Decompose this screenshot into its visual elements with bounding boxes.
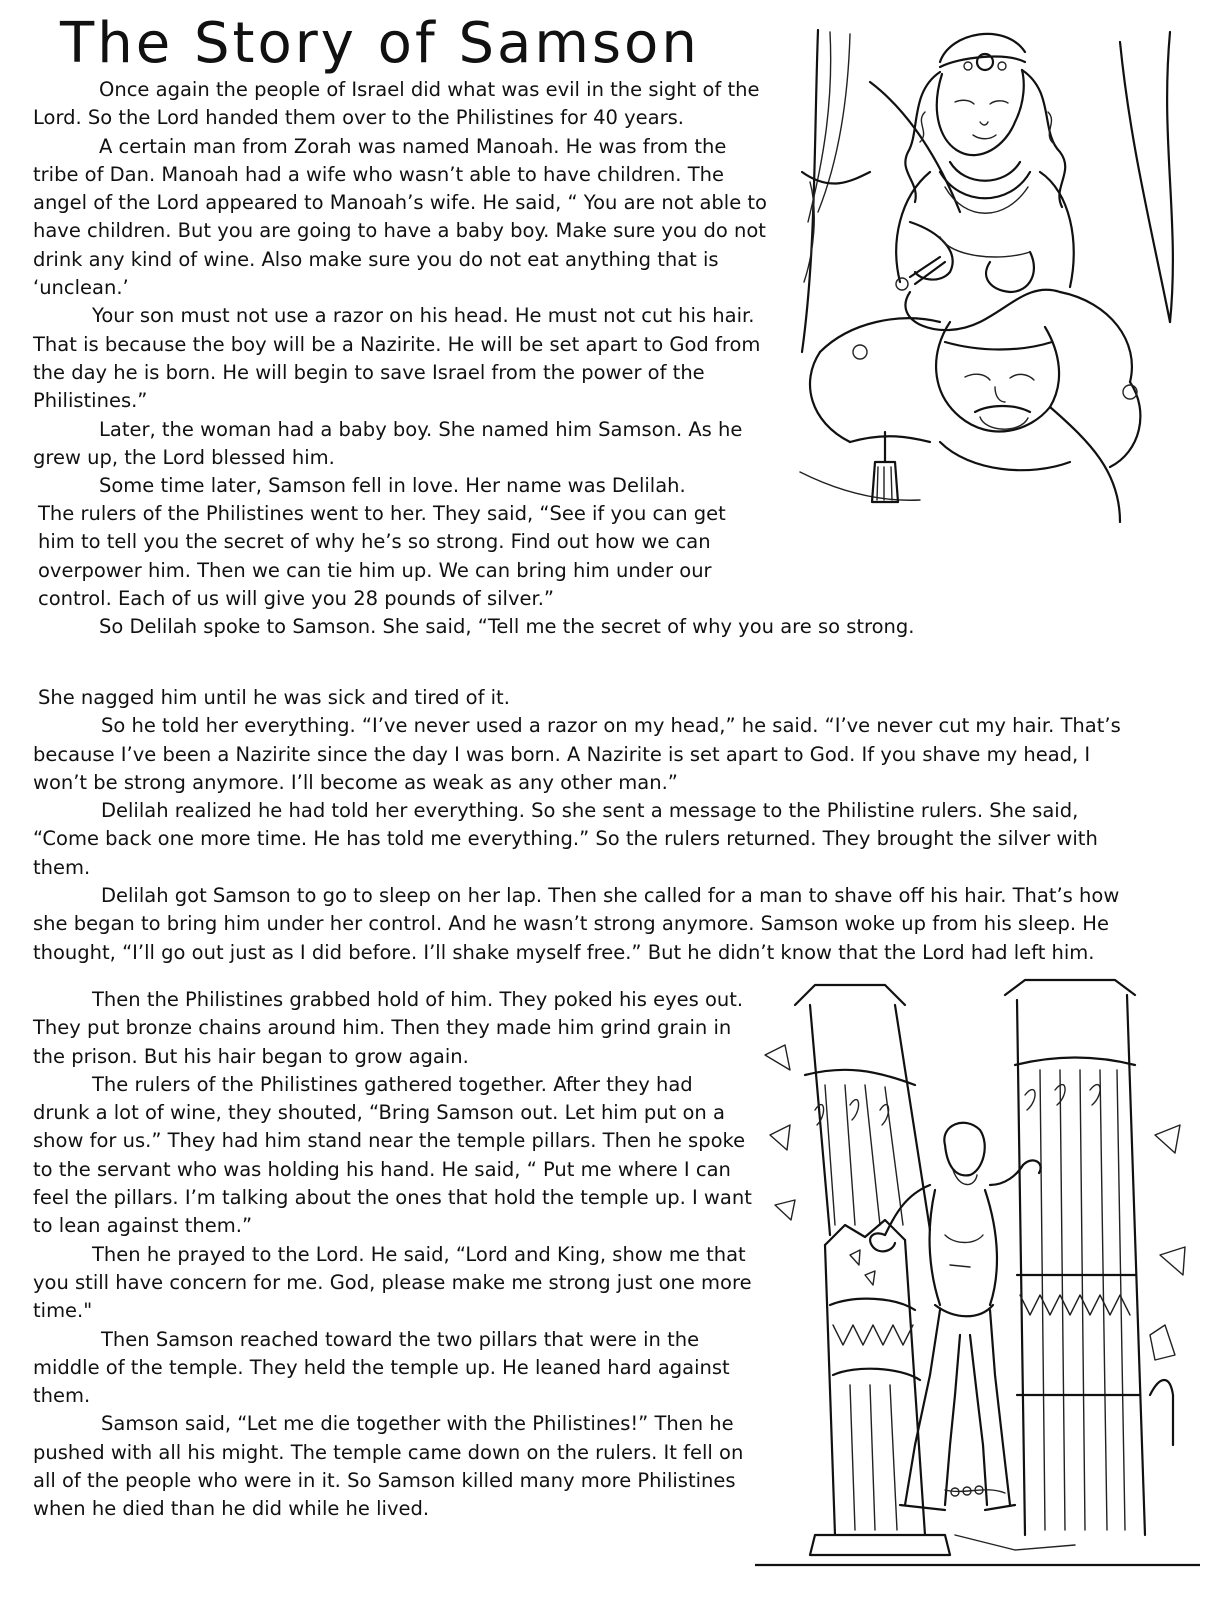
paragraph-7: So Delilah spoke to Samson. She said, “Tell me the secret of why you are so strong. — [99, 615, 915, 639]
paragraph-9: So he told her everything. “I’ve never used a razor on my head,” he said. “I’ve never cut my hair. That’s because I’ve been a Nazirite since the day I was born. A Nazirite is set apart to God. If you shave my head, I won’t be strong anymore. I’ll become as weak as any other man.” — [33, 714, 1121, 794]
paragraph-16: Samson said, “Let me die together with the Philistines!” Then he pushed with all his might. The temple came down on the rulers. It fell on all of the people who were in it. So Samson killed many more Philistines when he died than he did while he lived. — [33, 1412, 744, 1521]
text-block-upper — [33, 76, 768, 500]
text-block-middle — [33, 500, 1223, 641]
paragraph-3: Your son must not use a razor on his head. He must not cut his hair. That is because the boy will be a Nazirite. He will be set apart to God from the day he is born. He will begin to save Israel from the power of the Philistines.” — [33, 304, 761, 413]
delilah-illustration — [790, 22, 1220, 547]
text-block-wide — [33, 684, 1133, 967]
page-title: The Story of Samson — [60, 11, 700, 76]
paragraph-14: Then he prayed to the Lord. He said, “Lord and King, show me that you still have concern for me. God, please make me strong just one more time." — [33, 1242, 752, 1323]
delilah-line-art — [790, 22, 1220, 547]
paragraph-10: Delilah realized he had told her everything. So she sent a message to the Philistine rulers. She said, “Come back one more time. He has told me everything.” So the rulers returned. They brought the silver with them. — [33, 799, 1098, 879]
text-block-lower — [33, 986, 753, 1524]
paragraph-6: The rulers of the Philistines went to her. They said, “See if you can get him to tell you the secret of why he’s so strong. Find out how we can overpower him. Then we can tie him up. We can bring him under our control. Each of us will give you 28 pounds of silver.” — [38, 502, 726, 610]
paragraph-12: Then the Philistines grabbed hold of him. They poked his eyes out. They put bronze chains around him. Then they made him grind grain in the prison. But his hair began to grow again. — [33, 988, 744, 1068]
samson-pillars-illustration — [755, 975, 1200, 1570]
samson-pillars-line-art — [755, 975, 1200, 1570]
paragraph-1: Once again the people of Israel did what was evil in the sight of the Lord. So the Lord handed them over to the Philistines for 40 years. — [33, 78, 760, 130]
paragraph-2: A certain man from Zorah was named Manoah. He was from the tribe of Dan. Manoah had a wife who wasn’t able to have children. The angel of the Lord appeared to Manoah’s wife. He said, “ You are not able to have children. But you are going to have a baby boy. Make sure you do not drink any kind of wine. Also make sure you do not eat anything that is ‘unclean.’ — [33, 134, 767, 300]
paragraph-13: The rulers of the Philistines gathered together. After they had drunk a lot of wine, they shouted, “Bring Samson out. Let him put on a show for us.” They had him stand near the temple pillars. Then he spoke to the servant who was holding his hand. He said, “ Put me where I can feel the pillars. I’m talking about the ones that hold the temple up. I want to lean against them.” — [33, 1072, 752, 1238]
paragraph-4: Later, the woman had a baby boy. She named him Samson. As he grew up, the Lord blessed him. — [33, 417, 743, 469]
paragraph-15: Then Samson reached toward the two pillars that were in the middle of the temple. They held the temple up. He leaned hard against them. — [33, 1327, 730, 1408]
paragraph-11: Delilah got Samson to go to sleep on her lap. Then she called for a man to shave off his hair. That’s how she began to bring him under her control. And he wasn’t strong anymore. Samson woke up from his sleep. He thought, “I’ll go out just as I did before. I’ll shake myself free.” But he didn’t know that the Lord had left him. — [33, 884, 1120, 964]
paragraph-8: She nagged him until he was sick and tired of it. — [38, 686, 510, 709]
paragraph-5: Some time later, Samson fell in love. Her name was Delilah. — [99, 474, 686, 498]
